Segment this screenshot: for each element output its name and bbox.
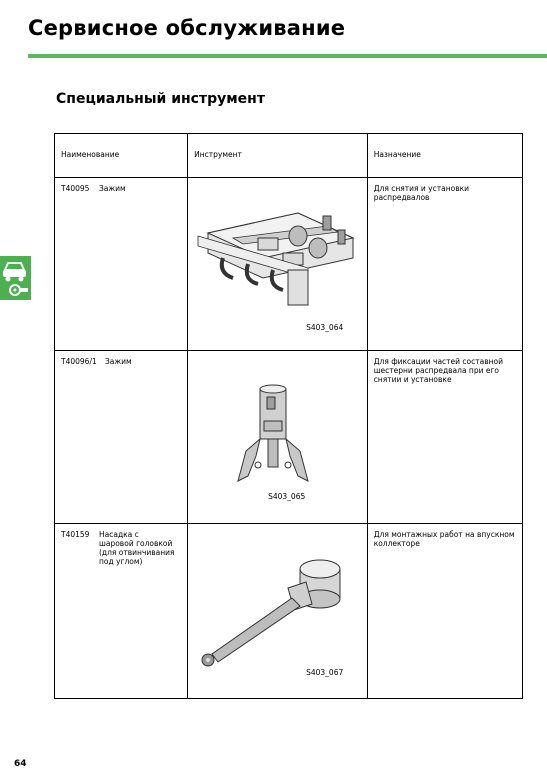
tool-image-cell: [188, 351, 368, 524]
side-tab[interactable]: [0, 256, 31, 300]
tool-code: T40159: [61, 530, 90, 539]
header-rule: [28, 54, 547, 58]
tool-name: Зажим: [105, 357, 132, 366]
name-cell: [55, 351, 188, 524]
header-purpose: Назначение: [367, 134, 522, 178]
tool-image-cell: [188, 524, 368, 699]
tool-code: T40095: [61, 184, 90, 193]
header-tool: Инструмент: [188, 134, 368, 178]
purpose-cell: Для фиксации частей составной шестерни распредвала при его снятии и установке: [367, 351, 522, 524]
name-cell: [55, 178, 188, 351]
purpose-cell: Для снятия и установки распредвалов: [367, 178, 522, 351]
table-header-row: [55, 134, 523, 178]
section-title: Специальный инструмент: [56, 91, 265, 107]
table-row: [55, 351, 523, 524]
tool-name: Насадка с шаровой головкой (для отвинчивания под углом): [99, 530, 175, 566]
table-row: [55, 524, 523, 699]
tools-table: [54, 133, 523, 699]
tool-code: T40096/1: [61, 357, 97, 366]
tool-image-cell: [188, 178, 368, 351]
page-number: 64: [14, 759, 27, 769]
figure-label: S403_064: [306, 323, 344, 332]
header-name: Наименование: [55, 134, 188, 178]
purpose-cell: Для монтажных работ на впускном коллекторе: [367, 524, 522, 699]
table-row: [55, 178, 523, 351]
figure-label: S403_067: [306, 668, 344, 677]
figure-label: S403_065: [268, 492, 306, 501]
page-title: Сервисное обслуживание: [28, 16, 346, 40]
car-service-icon: [0, 256, 31, 300]
name-cell: [55, 524, 188, 699]
tool-name: Зажим: [99, 184, 126, 193]
